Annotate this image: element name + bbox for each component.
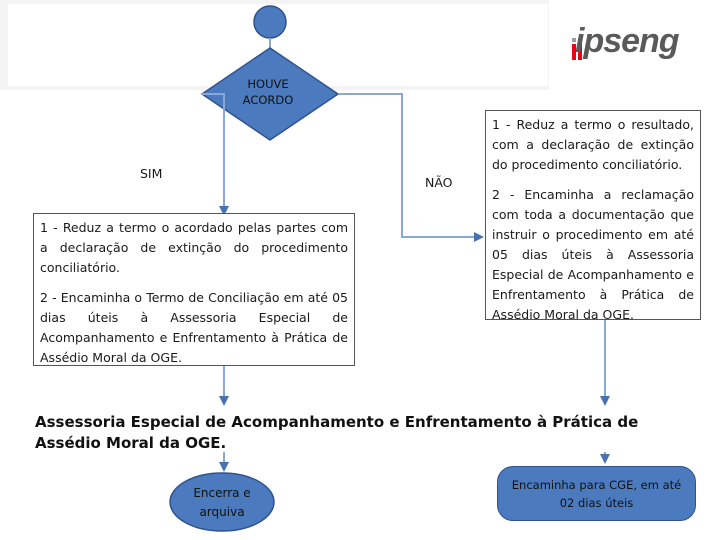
yes-arrow [202,94,224,214]
yes-label: SIM [140,166,163,181]
assessoria-label: Assessoria Especial de Acompanhamento e Enfrentamento à Prática de Assédio Moral da OGE. [35,413,639,452]
agreement-step-2: 2 - Encaminha o Termo de Conciliação em até 05 dias úteis à Assessoria Especial de Acompanhamento e Enfrentamento à Prática de Assédio Moral da OGE. [40,290,348,365]
no-arrow [338,94,482,237]
no-agreement-step-2: 2 - Encaminha a reclamação com toda a documentação que instruir o procedimento em até 05 dias úteis à Assessoria Especial de Acompanhamento e Enfrentamento à Prática de Assédio Moral da OGE. [492,187,694,322]
no-label: NÃO [425,175,453,190]
agreement-step-1: 1 - Reduz a termo o acordado pelas partes com a declaração de extinção do procedimento conciliatório. [40,220,348,275]
end-right-box [497,466,696,521]
no-agreement-box [485,110,701,320]
start-node [254,6,286,38]
end-left-label: Encerra e arquiva [193,486,251,519]
agreement-box [33,213,355,366]
no-agreement-step-1: 1 - Reduz a termo o resultado, com a declaração de extinção do procedimento conciliatório. [492,117,694,172]
end-right-label: Encaminha para CGE, em até 02 dias úteis [511,477,682,510]
decision-label: HOUVE ACORDO [242,77,294,107]
ipsemg-logo: ipseng [575,22,679,60]
